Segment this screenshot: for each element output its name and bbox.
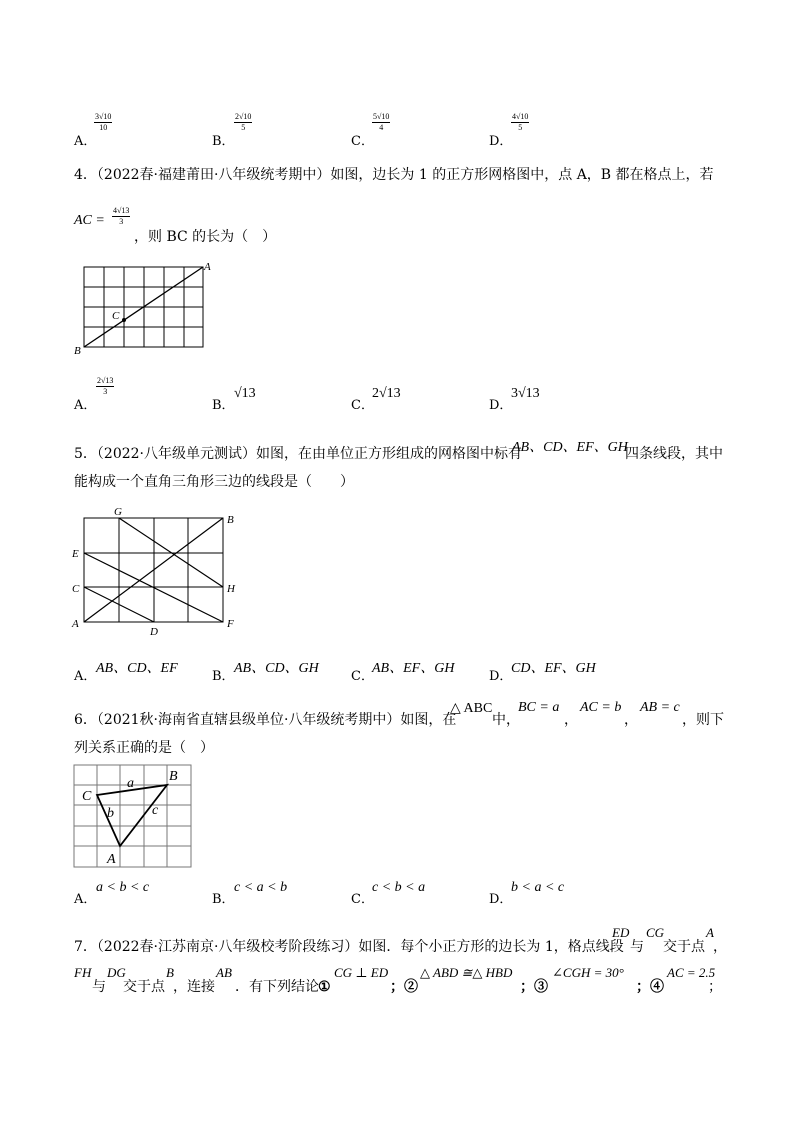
q6-option-c[interactable]: C． bbox=[351, 892, 374, 907]
q7-ab: AB bbox=[216, 965, 232, 980]
q5-label-a: A bbox=[72, 618, 79, 630]
q4-option-d-value: 3√13 bbox=[511, 386, 540, 401]
q5-option-a-value: AB、CD、EF bbox=[96, 661, 178, 676]
q4-option-d[interactable]: D． bbox=[489, 398, 513, 413]
q7-conclusion-2-marker: ；② bbox=[390, 979, 418, 995]
q6-bc: BC = a bbox=[518, 700, 560, 715]
q6-triangle: △ ABC bbox=[450, 701, 493, 716]
q6-option-c-value: c < b < a bbox=[372, 880, 426, 895]
q7-end: ； bbox=[708, 979, 722, 995]
q5-segments: AB、CD、EF、GH bbox=[512, 440, 628, 455]
q6-ac: AC = b bbox=[580, 700, 622, 715]
q4-option-c[interactable]: C． bbox=[351, 398, 374, 413]
q6-label-a: A bbox=[107, 852, 116, 867]
q4-option-b-value: √13 bbox=[234, 386, 256, 401]
q7-jiao: 交于点 bbox=[663, 939, 705, 955]
q7-conclusion-4: AC = 2.5 bbox=[667, 965, 716, 980]
q4-ac-frac: $\frac{4√13}{3}$ bbox=[113, 206, 130, 226]
q7-jiao2: 交于点 bbox=[123, 979, 165, 995]
q7-stem-line1a: 7．（2022春·江苏南京·八年级校考阶段练习）如图．每个小正方形的边长为 1，格点线段 bbox=[74, 939, 624, 955]
q6-grid-figure bbox=[70, 762, 194, 870]
q7-dg: DG bbox=[107, 965, 126, 980]
q4-option-a[interactable]: A． bbox=[74, 398, 97, 413]
q6-mid: 中， bbox=[492, 712, 520, 728]
q4-option-c-value: 2√13 bbox=[372, 386, 401, 401]
q6-option-b-value: c < a < b bbox=[234, 880, 288, 895]
q5-label-b: B bbox=[227, 514, 234, 526]
q4-label-b: B bbox=[74, 345, 81, 357]
q6-label-b: B bbox=[169, 769, 178, 784]
q7-cg: CG bbox=[646, 925, 665, 940]
q3-option-d-frac: $\frac{4√10}{5}$ bbox=[512, 112, 529, 132]
q4-option-b[interactable]: B． bbox=[212, 398, 235, 413]
q6-option-a-value: a < b < c bbox=[96, 880, 150, 895]
q4-stem-line2: ，则 BC 的长为（ ） bbox=[134, 229, 277, 245]
q3-option-c-frac: $\frac{5√10}{4}$ bbox=[373, 112, 390, 132]
q3-option-b-frac: $\frac{2√10}{5}$ bbox=[235, 112, 252, 132]
q7-conclusion-3: ∠CGH = 30° bbox=[552, 965, 624, 980]
q3-option-a-frac: $\frac{3√10}{10}$ bbox=[95, 112, 112, 132]
q5-label-e: E bbox=[72, 548, 79, 560]
q5-label-c: C bbox=[72, 583, 80, 595]
q6-option-a[interactable]: A． bbox=[74, 892, 97, 907]
q5-label-f: F bbox=[227, 618, 234, 630]
q5-stem-line1b: 四条线段，其中 bbox=[625, 446, 723, 462]
q6-ab: AB = c bbox=[640, 700, 680, 715]
q7-yu: 与 bbox=[630, 939, 644, 955]
q3-option-a[interactable]: A． bbox=[74, 134, 97, 149]
q6-option-d[interactable]: D． bbox=[489, 892, 513, 907]
q6-label-side-c: c bbox=[152, 803, 159, 818]
q4-point-c bbox=[122, 318, 126, 322]
q6-label-c: C bbox=[82, 789, 92, 804]
q7-ed: ED bbox=[612, 925, 630, 940]
q4-grid-figure bbox=[68, 258, 218, 358]
q4-ac-lhs: AC = bbox=[74, 213, 105, 228]
q6-option-b[interactable]: B． bbox=[212, 892, 235, 907]
q7-conclusion-4-marker: ；④ bbox=[636, 979, 664, 995]
q4-stem-line1: 4．（2022春·福建莆田·八年级统考期中）如图，边长为 1 的正方形网格图中，点 A，B 都在格点上，若 bbox=[74, 167, 714, 183]
q7-fh: FH bbox=[74, 965, 92, 980]
q5-label-g: G bbox=[114, 506, 122, 518]
q3-option-c[interactable]: C． bbox=[351, 134, 374, 149]
q4-option-a-frac: $\frac{2√13}{3}$ bbox=[97, 376, 114, 396]
q5-stem-line2: 能构成一个直角三角形三边的线段是（ ） bbox=[74, 474, 354, 490]
q5-grid-figure bbox=[68, 506, 248, 638]
q5-option-b[interactable]: B． bbox=[212, 669, 235, 684]
q5-option-b-value: AB、CD、GH bbox=[234, 661, 319, 676]
q3-option-d[interactable]: D． bbox=[489, 134, 513, 149]
q5-label-h: H bbox=[227, 583, 235, 595]
q5-option-d-value: CD、EF、GH bbox=[511, 661, 596, 676]
q7-conclusion-2: △ ABD ≅△ HBD bbox=[420, 965, 513, 980]
q7-conclusion-1-marker: ① bbox=[318, 979, 331, 995]
q7-lianjie: ，连接 bbox=[173, 979, 215, 995]
q7-point-a: A bbox=[706, 925, 714, 940]
q7-conclusion-1: CG ⊥ ED bbox=[334, 965, 389, 980]
q7-point-b: B bbox=[166, 965, 174, 980]
q6-stem-line1a: 6．（2021秋·海南省直辖县级单位·八年级统考期中）如图，在 bbox=[74, 712, 457, 728]
q5-label-d: D bbox=[150, 626, 158, 638]
q6-stem-line2: 列关系正确的是（ ） bbox=[74, 740, 214, 756]
q7-yu2: 与 bbox=[92, 979, 106, 995]
q5-option-c[interactable]: C． bbox=[351, 669, 374, 684]
q7-conclusion-3-marker: ；③ bbox=[520, 979, 548, 995]
q5-option-d[interactable]: D． bbox=[489, 669, 513, 684]
q7-comma: ， bbox=[713, 939, 727, 955]
q5-stem-line1a: 5．（2022·八年级单元测试）如图，在由单位正方形组成的网格图中标有 bbox=[74, 446, 522, 462]
q6-option-d-value: b < a < c bbox=[511, 880, 565, 895]
q3-option-b[interactable]: B． bbox=[212, 134, 235, 149]
q6-label-side-b: b bbox=[107, 806, 114, 821]
q5-option-a[interactable]: A． bbox=[74, 669, 97, 684]
q7-you: ．有下列结论 bbox=[235, 979, 319, 995]
q6-label-side-a: a bbox=[127, 776, 134, 791]
q5-option-c-value: AB、EF、GH bbox=[372, 661, 455, 676]
q4-label-a: A bbox=[204, 261, 211, 273]
q4-label-c: C bbox=[112, 310, 120, 322]
q6-stem-line1b: ，则下 bbox=[682, 712, 724, 728]
